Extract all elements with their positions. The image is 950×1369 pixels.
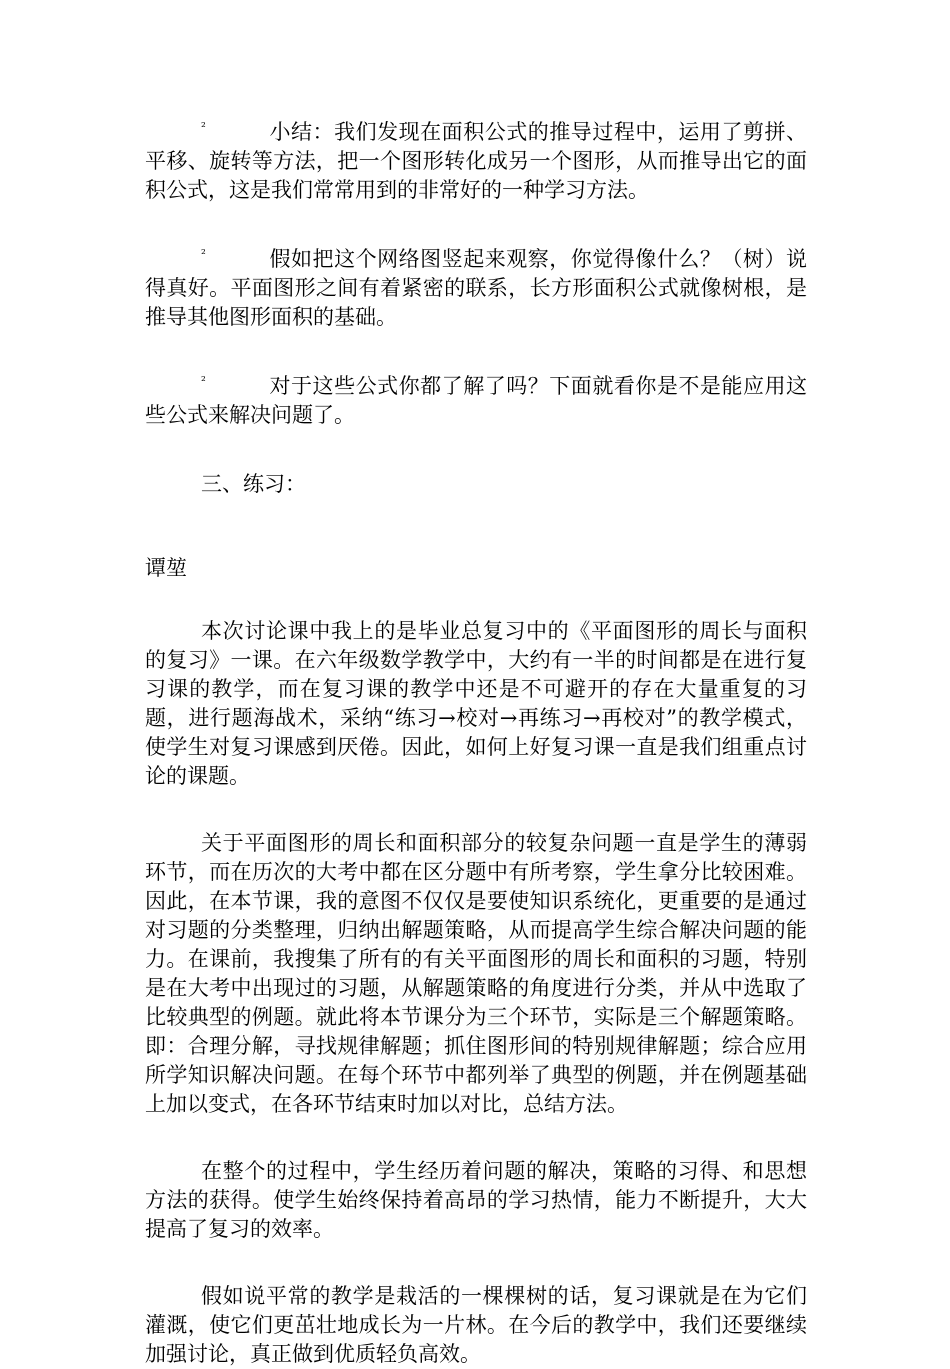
body-paragraph-conclusion: 假如说平常的教学是栽活的一棵棵树的话，复习课就是在为它们灌溉，使它们更茁壮地成长为一片林。在今后的教学中，我们还要继续加强讨论，真正做到优质轻负高效。	[145, 1284, 807, 1366]
bullet-mark: ²	[201, 247, 206, 261]
bullet-paragraph-tree	[145, 245, 807, 332]
body-paragraph-intro: 本次讨论课中我上的是毕业总复习中的《平面图形的周长与面积的复习》一课。在六年级数学教学中，大约有一半的时间都是在进行复习课的教学，而在复习课的教学中还是不可避开的存在大量重复的习题，进行题海战术，采纳“练习→校对→再练习→再校对”的教学模式，使学生对复习课感到厌倦。因此，如何上好复习课一直是我们组重点讨论的课题。	[145, 619, 807, 788]
bullet-text: 小结：我们发现在面积公式的推导过程中，运用了剪拼、平移、旋转等方法，把一个图形转化成另一个图形，从而推导出它的面积公式，这是我们常常用到的非常好的一种学习方法。	[145, 120, 807, 202]
bullet-text: 对于这些公式你都了解了吗？下面就看你是不是能应用这些公式来解决问题了。	[145, 374, 807, 427]
bullet-paragraph-formulas	[145, 372, 807, 430]
section-heading: 三、练习：	[201, 472, 306, 496]
bullet-text: 假如把这个网络图竖起来观察，你觉得像什么？（树）说得真好。平面图形之间有着紧密的联系，长方形面积公式就像树根，是推导其他图形面积的基础。	[145, 247, 807, 329]
bullet-mark: ²	[201, 120, 206, 134]
bullet-paragraph-summary	[145, 118, 807, 205]
body-paragraph-strategy: 关于平面图形的周长和面积部分的较复杂问题一直是学生的薄弱环节，而在历次的大考中都在区分题中有所考察，学生拿分比较困难。因此，在本节课，我的意图不仅仅是要使知识系统化，更重要的是通过对习题的分类整理，归纳出解题策略，从而提高学生综合解决问题的能力。在课前，我搜集了所有的有关平面图形的周长和面积的习题，特别是在大考中出现过的习题，从解题策略的角度进行分类，并从中选取了比较典型的例题。就此将本节课分为三个环节，实际是三个解题策略。即：合理分解，寻找规律解题；抓住图形间的特别规律解题；综合应用所学知识解决问题。在每个环节中都列举了典型的例题，并在例题基础上加以变式，在各环节结束时加以对比，总结方法。	[145, 831, 807, 1116]
document-page	[145, 118, 807, 1369]
reflection-title: 谭堃	[145, 556, 187, 580]
bullet-mark: ²	[201, 374, 206, 388]
body-paragraph-process: 在整个的过程中，学生经历着问题的解决，策略的习得、和思想方法的获得。使学生始终保持着高昂的学习热情，能力不断提升，大大提高了复习的效率。	[145, 1159, 807, 1241]
